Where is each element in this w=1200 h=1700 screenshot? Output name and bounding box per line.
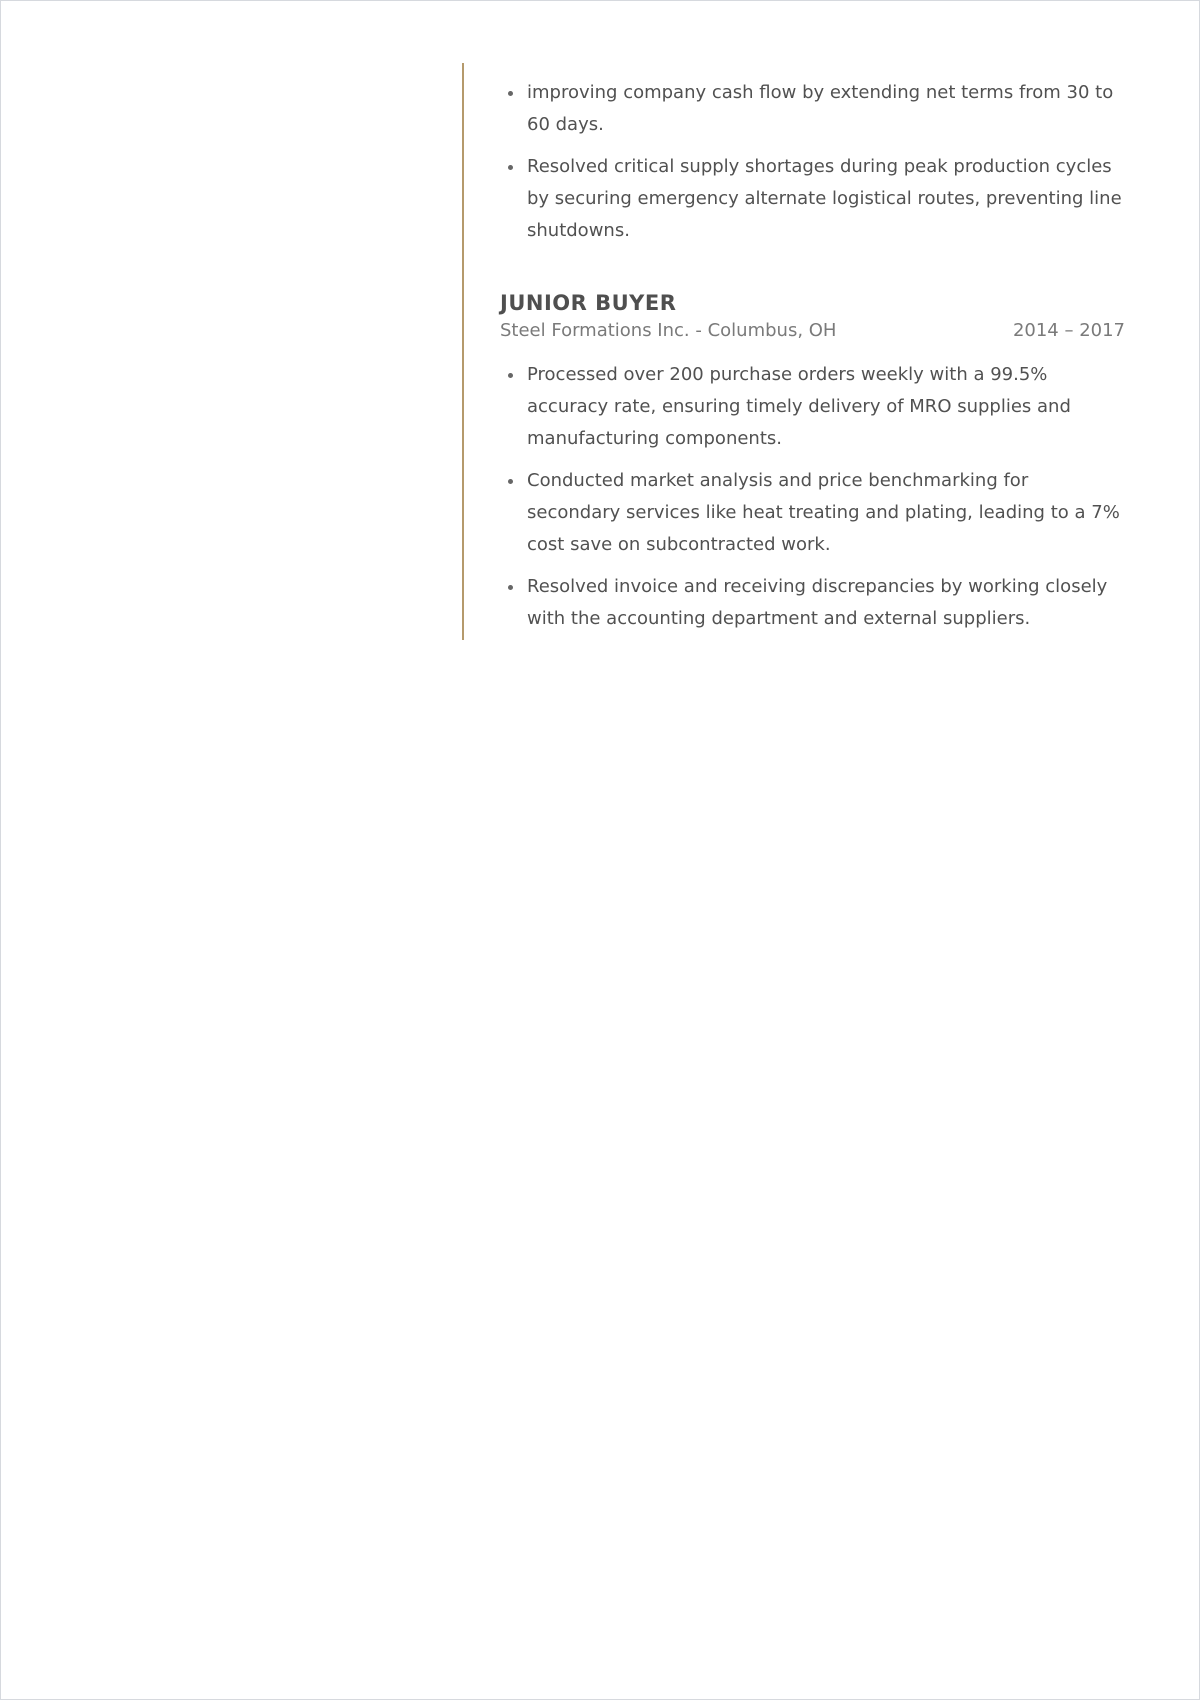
bullet-item: Resolved invoice and receiving discrepancies by working closely with the accounting department and external suppliers.: [500, 571, 1125, 635]
bullet-item: Processed over 200 purchase orders weekly with a 99.5% accuracy rate, ensuring timely delivery of MRO supplies and manufacturing components.: [500, 359, 1125, 455]
bullet-item: Resolved critical supply shortages during peak production cycles by securing emergency alternate logistical routes, preventing line shutdowns.: [500, 151, 1125, 247]
job-entry: [500, 289, 1125, 635]
job-meta: [500, 317, 1125, 345]
job-company: Steel Formations Inc. - Columbus, OH: [500, 320, 837, 341]
bullet-item: improving company cash flow by extending net terms from 30 to 60 days.: [500, 77, 1125, 141]
previous-job-bullets: [500, 77, 1125, 247]
job-dates: 2014 – 2017: [1012, 320, 1125, 341]
job-bullets: [500, 359, 1125, 635]
accent-vertical-rule: [462, 63, 464, 640]
bullet-item: Conducted market analysis and price benchmarking for secondary services like heat treating and plating, leading to a 7% cost save on subcontracted work.: [500, 465, 1125, 561]
experience-section: [500, 77, 1125, 645]
job-title: JUNIOR BUYER: [500, 291, 677, 315]
